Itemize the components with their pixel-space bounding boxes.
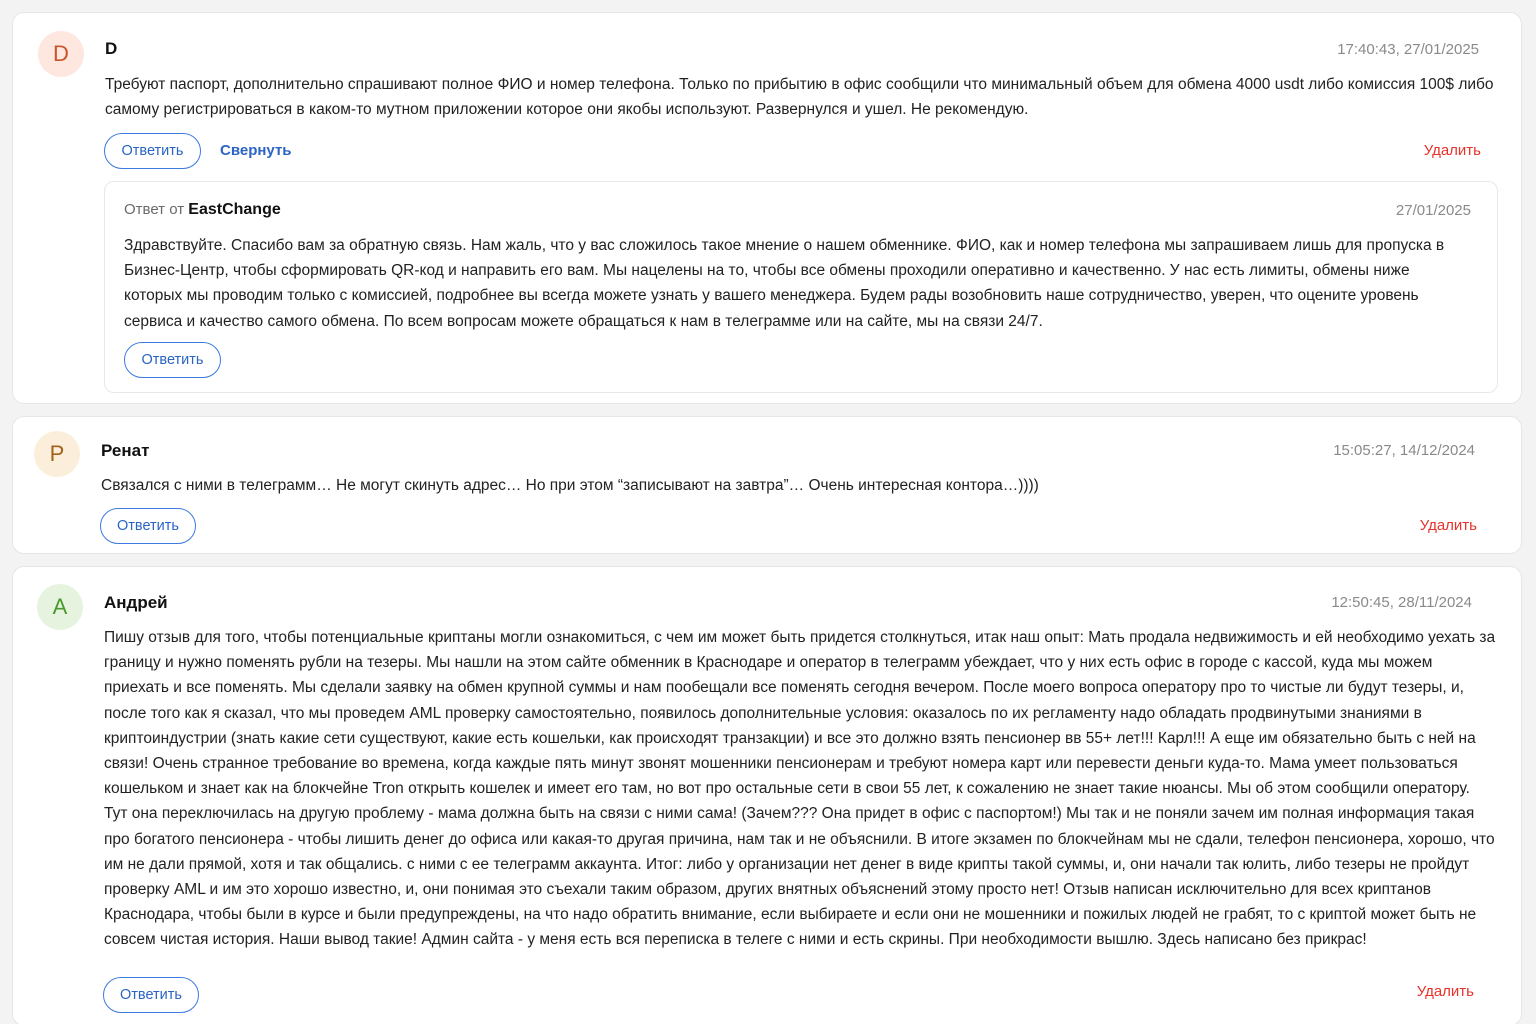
review-datetime: 15:05:27, 14/12/2024	[1333, 442, 1475, 459]
review-datetime: 17:40:43, 27/01/2025	[1337, 41, 1479, 58]
avatar-letter: D	[53, 41, 69, 66]
review-datetime: 12:50:45, 28/11/2024	[1331, 594, 1472, 611]
answer-text: Здравствуйте. Спасибо вам за обратную связь. Нам жаль, что у вас сложилось такое мнение о нашем обменнике. ФИО, как и номер телефона мы запрашиваем лишь для пропуска в Бизнес-Центр, чтобы сформировать QR-код и направить его вам. Мы нацелены на то, чтобы все обмены проходили оперативно и качественно. У нас есть лимиты, обмены ниже которых мы проводим только с комиссией, подробнее вы всегда можете узнать у вашего менеджера. Будем рады возобновить наше сотрудничество, уверен, что оцените уровень сервиса и качество самого обмена. По всем вопросам можете обращаться к нам в телеграмме или на сайте, мы на связи 24/7.	[124, 237, 1445, 330]
review-author: Андрей	[104, 593, 168, 612]
review-text: Связался с ними в телеграмм… Не могут скинуть адрес… Но при этом “записывают на завтра”… Очень интересная контора…))))	[101, 477, 1039, 494]
review-text: Пишу отзыв для того, чтобы потенциальные криптаны могли ознакомиться, с чем им может быть придется столкнуться, итак наш опыт: Мать продала недвижимость и ей необходимо уехать за границу и нужно поменять рубли на тезеры. Мы нашли на этом сайте обменник в Краснодаре и оператор в телеграмм убеждает, что у них есть офис в городе с кассой, куда мы можем приехать и все поменять. Мы сделали заявку на обмен крупной суммы и нам пообещали все поменять сегодня вечером. После моего вопроса оператору про то чистые ли будут тезеры, и, после того как я сказал, что мы проведем AML проверку самостоятельно, появилось дополнительные условия: оказалось по их регламенту надо обладать продвинутыми знаниями в криптоиндустрии (знать какие сети существуют, какие есть кошельки, как происходят транзакции) и все это должно взять пенсионер вв 55+ лет!!! Карл!!! А еще им обязательно быть с ней на связи! Очень странное требование во времена, когда каждые пять минут звонят мошенники пенсионерам и требуют номера карт или перевести деньги куда-то. Мама умеет пользоваться кошельком и знает как на блокчейне Tron открыть кошелек и имеет его там, но вот про остальные сети в свои 55 лет, к сожалению не знает такие нюансы. Мы об этом сообщили оператору. Тут она переключилась на другую проблему - мама должна быть на связи с ними сама! (Зачем??? Она придет в офис с паспортом!) Мы так и не поняли зачем им полная информация такая про богатого пенсионера - чтобы лишить денег до офиса или какая-то другая причина, нам так и не объяснили. В итоге экзамен по блокчейнам мы не сдали, телефон пенсионера, хорошо, что им не дали прямой, хотя и так общались. с ними с ее телеграмм аккаунта. Итог: либо у организации нет денег в виде крипты такой суммы, и, они начали так юлить, либо тезеры не пройдут проверку AML и им это хорошо известно, и, они понимая это съехали таким образом, других внятных объяснений этому просто нет! Отзыв написан исключительно для всех криптанов Краснодара, чтобы были в курсе и были предупреждены, на что надо обратить внимание, если выбираете и если они не мошенники и пожилых людей не грабят, то с криптой может быть не совсем чистая история. Наши вывод такие! Админ сайта - у меня есть вся переписка в телеге с ними и есть скрины. При необходимости вышлю. Здесь написано без прикрас!	[104, 629, 1496, 949]
answer-company[interactable]: EastChange	[188, 201, 281, 218]
avatar	[37, 584, 83, 630]
review-author: Ренат	[101, 441, 150, 460]
collapse-link[interactable]: Свернуть	[220, 142, 292, 159]
answer-reply-button[interactable]: Ответить	[124, 342, 221, 378]
avatar	[38, 31, 84, 77]
review-card-2	[12, 416, 1522, 554]
avatar-letter: Р	[49, 441, 65, 466]
delete-link[interactable]: Удалить	[1419, 517, 1477, 534]
avatar	[34, 431, 80, 477]
answer-header	[124, 201, 281, 219]
review-author: D	[105, 39, 118, 58]
answer-prefix: Ответ от	[124, 201, 185, 218]
company-answer	[104, 181, 1498, 393]
review-card-3	[12, 566, 1522, 1024]
reply-button[interactable]: Ответить	[104, 133, 201, 169]
reply-button[interactable]: Ответить	[100, 508, 196, 544]
avatar-letter: А	[52, 594, 68, 619]
answer-date: 27/01/2025	[1395, 202, 1471, 219]
delete-link[interactable]: Удалить	[1416, 983, 1474, 1000]
review-text: Требуют паспорт, дополнительно спрашивают полное ФИО и номер телефона. Только по прибытию в офис сообщили что минимальный объем для обмена 4000 usdt либо комиссия 100$ либо самому регистрироваться в каком-то мутном приложении которое они якобы используют. Развернулся и ушел. Не рекомендую.	[105, 76, 1494, 119]
delete-link[interactable]: Удалить	[1423, 142, 1481, 159]
reply-button[interactable]: Ответить	[103, 977, 199, 1013]
